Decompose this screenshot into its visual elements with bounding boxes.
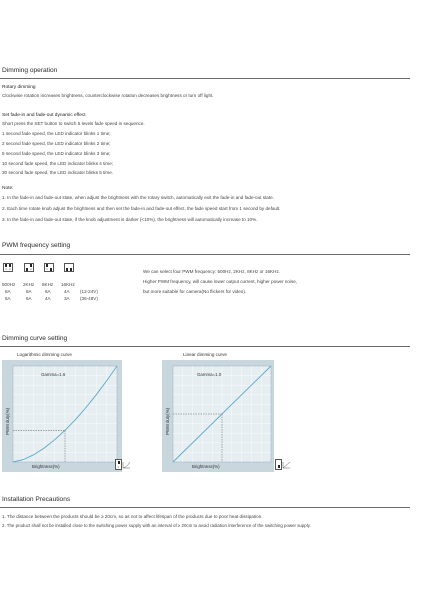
fade-line: 10 second fade speed, the LED indicator blinks 4 time;: [2, 161, 114, 166]
log-curve-symbol-icon: [122, 461, 131, 469]
gamma-annotation: Gamma=1.0: [197, 372, 222, 377]
current-value: 4A: [64, 289, 70, 294]
voltage-range: (12-24V): [80, 289, 98, 294]
section-title-pwm: PWM frequency setting: [2, 242, 71, 249]
note-item: 3. In the fade-in and fade-out state, if the knob adjustment is darker (<10%), the brightness will automatically increase to 10%.: [2, 217, 258, 222]
fade-line: 2 second fade speed, the LED indicator blinks 2 time;: [2, 141, 111, 146]
installation-line: 2. The product shall not be installed close to the switching power supply with an interval of ≥ 20cm to avoid radiation interference of the switching power supply.: [2, 523, 311, 528]
dip-switch-icon: 1 2: [24, 263, 34, 272]
section-title-dimming-operation: Dimming operation: [2, 67, 58, 74]
linear-curve-symbol-icon: [282, 461, 291, 469]
current-value: 8A: [26, 289, 32, 294]
dip-switch-icon: 1 2: [3, 263, 13, 272]
section-divider: [0, 507, 410, 508]
section-divider: [0, 78, 410, 79]
current-value: 3A: [64, 296, 70, 301]
fade-line: Short press the SET button to switch 5 levels fade speed in sequence.: [2, 121, 145, 126]
freq-label: 8KHz: [42, 282, 54, 287]
current-value: 6A: [26, 296, 32, 301]
x-axis-label: Brightness(%): [192, 464, 220, 469]
section-divider: [0, 346, 410, 347]
current-value: 6A: [45, 289, 51, 294]
chart-title-linear: Linear dimming curve: [183, 352, 227, 357]
fade-line: 5 second fade speed, the LED indicator blinks 3 time;: [2, 151, 111, 156]
chart-title-logarithmic: Logarithmic dimming curve: [17, 352, 72, 357]
fade-line: 30 second fade speed, the LED indicator blinks 5 time.: [2, 170, 114, 175]
section-title-dimming-curve: Dimming curve setting: [2, 335, 68, 342]
section-title-installation: Installation Precautions: [2, 496, 71, 503]
dip-switch-icon: 1 2: [44, 263, 54, 272]
current-value: 4A: [45, 296, 51, 301]
section-divider: [0, 254, 410, 255]
current-value: 6A: [5, 296, 11, 301]
logarithmic-dimming-chart: [2, 360, 122, 472]
pwm-description: We can select four PWM frequency: 500Hz, 2KHz, 8KHz or 16KHz.: [143, 269, 281, 274]
note-item: 2. Each time rotate knob adjust the brightness and then set the fade-in and fade-out effect, the fade speed start from 1 second by default.: [2, 206, 281, 211]
installation-line: 1. The distance between the products should be ≥ 20cm, so as not to affect lifespan of the products due to poor heat dissipation.: [2, 514, 263, 519]
pwm-description: but more suitable for camera(No flickers for video).: [143, 289, 247, 294]
curve-dip-switch-icon: 1: [115, 459, 122, 470]
y-axis-label: PWM duty(%): [165, 407, 170, 435]
freq-label: 500Hz: [2, 282, 16, 287]
note-item: 1. In the fade-in and fade-out state, when adjust the brightness with the rotary switch, automatically exit the fade-in and fade-out state.: [2, 195, 274, 200]
linear-dimming-chart: [162, 360, 274, 472]
x-axis-label: Brightness(%): [32, 464, 60, 469]
freq-label: 16KHz: [61, 282, 75, 287]
freq-label: 2KHz: [23, 282, 35, 287]
current-value: 8A: [5, 289, 11, 294]
fade-line: 1 second fade speed, the LED indicator blinks 1 time;: [2, 131, 111, 136]
gamma-annotation: Gamma=1.6: [41, 372, 66, 377]
curve-dip-switch-icon: 1: [275, 459, 282, 470]
note-title: Note:: [2, 186, 14, 191]
pwm-description: Higher PWM frequency, will cause lower output current, higher power noise,: [143, 279, 298, 284]
fade-effect-title: Set fade-in and fade-out dynamic effect: [2, 113, 86, 118]
voltage-range: (36-48V): [80, 296, 98, 301]
dip-switch-icon: 1 2: [64, 263, 74, 272]
rotary-dimming-title: Rotary dimming: [2, 85, 36, 90]
rotary-dimming-text: Clockwise rotation increases brightness, counterclockwise rotation decreases brightness or turn off light.: [2, 93, 214, 98]
y-axis-label: PWM duty(%): [5, 407, 10, 435]
